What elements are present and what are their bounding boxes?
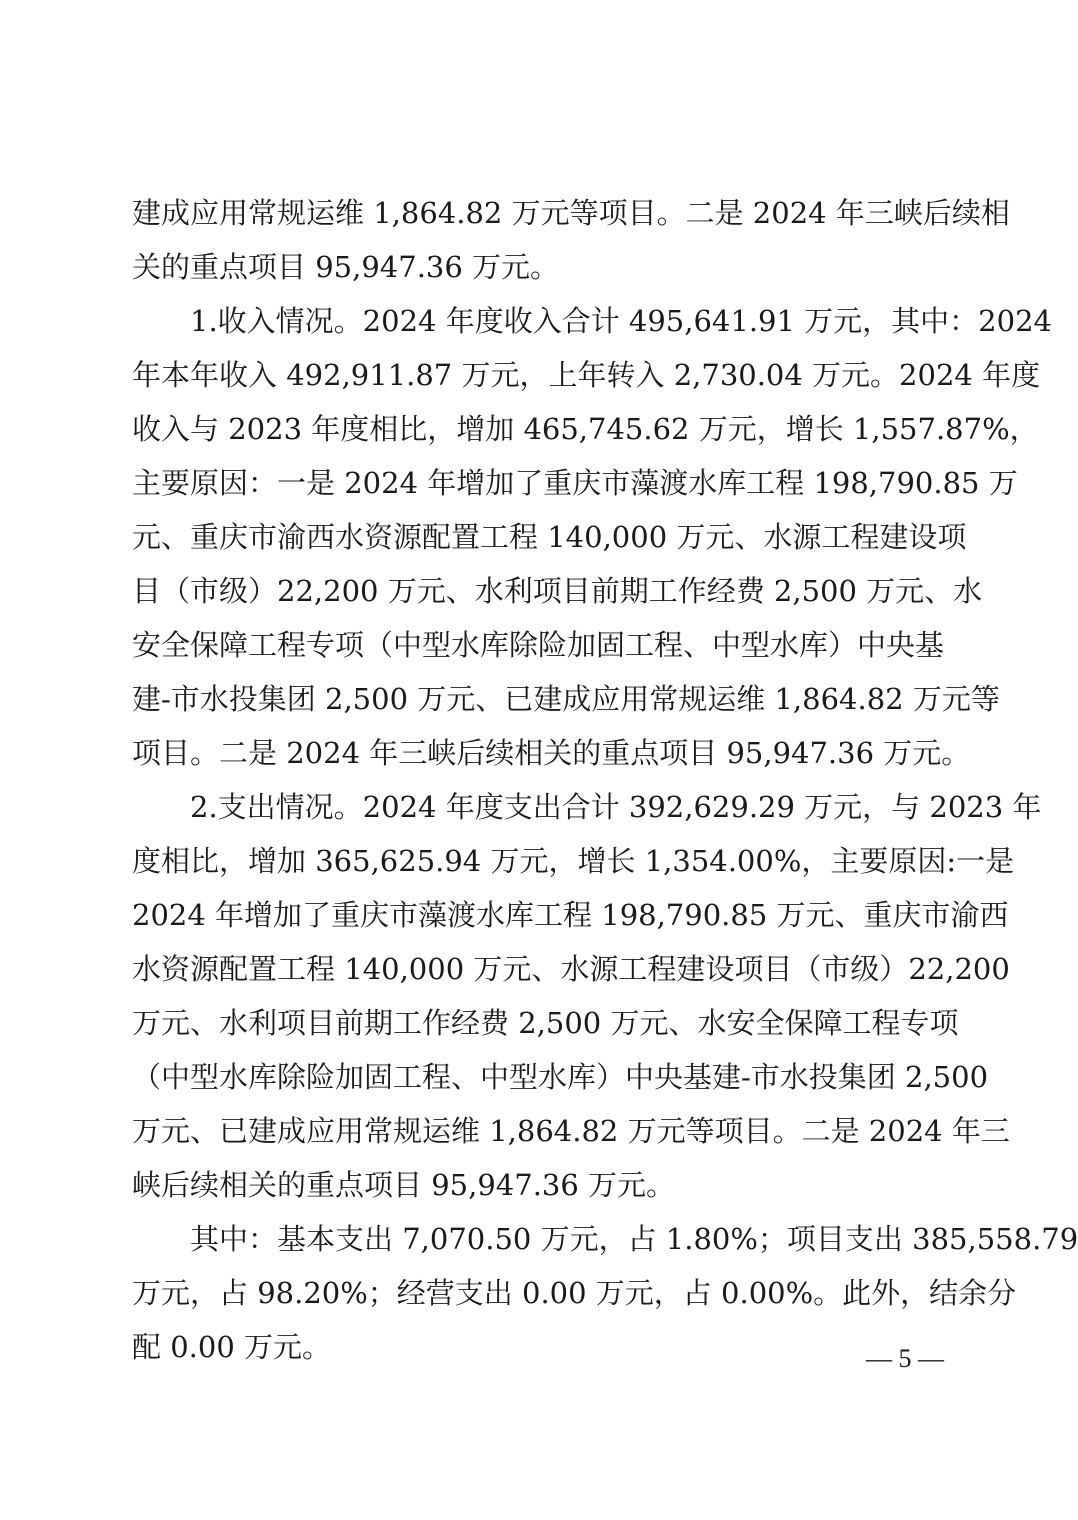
breakdown-paragraph — [132, 1212, 1078, 1374]
text-line: 建-市水投集团 2,500 万元、已建成应用常规运维 1,864.82 万元等 — [132, 682, 1000, 716]
text-line: 安全保障工程专项（中型水库除险加固工程、中型水库）中央基 — [132, 628, 945, 662]
text-line: 2.支出情况。2024 年度支出合计 392,629.29 万元，与 2023 年 — [190, 790, 1042, 824]
text-line: 主要原因：一是 2024 年增加了重庆市藻渡水库工程 198,790.85 万 — [132, 466, 1018, 500]
text-line: 年本年收入 492,911.87 万元，上年转入 2,730.04 万元。2024 年度 — [132, 358, 1041, 392]
text-line: 水资源配置工程 140,000 万元、水源工程建设项目（市级）22,200 — [132, 952, 1010, 986]
income-paragraph — [132, 294, 1052, 780]
text-line: 度相比，增加 365,625.94 万元，增长 1,354.00%，主要原因:一是 — [132, 844, 1015, 878]
text-line: 1.收入情况。2024 年度收入合计 495,641.91 万元，其中：2024 — [190, 304, 1052, 338]
text-line: 项目。二是 2024 年三峡后续相关的重点项目 95,947.36 万元。 — [132, 736, 971, 770]
text-line: 万元、水利项目前期工作经费 2,500 万元、水安全保障工程专项 — [132, 1006, 959, 1040]
text-line: 关的重点项目 95,947.36 万元。 — [132, 250, 560, 284]
text-line: 建成应用常规运维 1,864.82 万元等项目。二是 2024 年三峡后续相 — [132, 196, 1010, 230]
expense-paragraph — [132, 780, 1042, 1212]
text-line: （中型水库除险加固工程、中型水库）中央基建-市水投集团 2,500 — [132, 1060, 989, 1094]
text-line: 收入与 2023 年度相比，增加 465,745.62 万元，增长 1,557.87%， — [132, 412, 1039, 446]
text-line: 峡后续相关的重点项目 95,947.36 万元。 — [132, 1168, 676, 1202]
text-line: 万元、已建成应用常规运维 1,864.82 万元等项目。二是 2024 年三 — [132, 1114, 1010, 1148]
text-line: 万元，占 98.20%；经营支出 0.00 万元，占 0.00%。此外，结余分 — [132, 1276, 1017, 1310]
text-line: 2024 年增加了重庆市藻渡水库工程 198,790.85 万元、重庆市渝西 — [132, 898, 1009, 932]
text-line: 元、重庆市渝西水资源配置工程 140,000 万元、水源工程建设项 — [132, 520, 967, 554]
document-body — [132, 186, 1078, 1374]
page-number: — 5 — — [866, 1344, 944, 1373]
continued-paragraph — [132, 186, 1010, 294]
text-line: 配 0.00 万元。 — [132, 1330, 332, 1364]
text-line: 其中：基本支出 7,070.50 万元，占 1.80%；项目支出 385,558.79 — [190, 1222, 1078, 1256]
text-line: 目（市级）22,200 万元、水利项目前期工作经费 2,500 万元、水 — [132, 574, 983, 608]
